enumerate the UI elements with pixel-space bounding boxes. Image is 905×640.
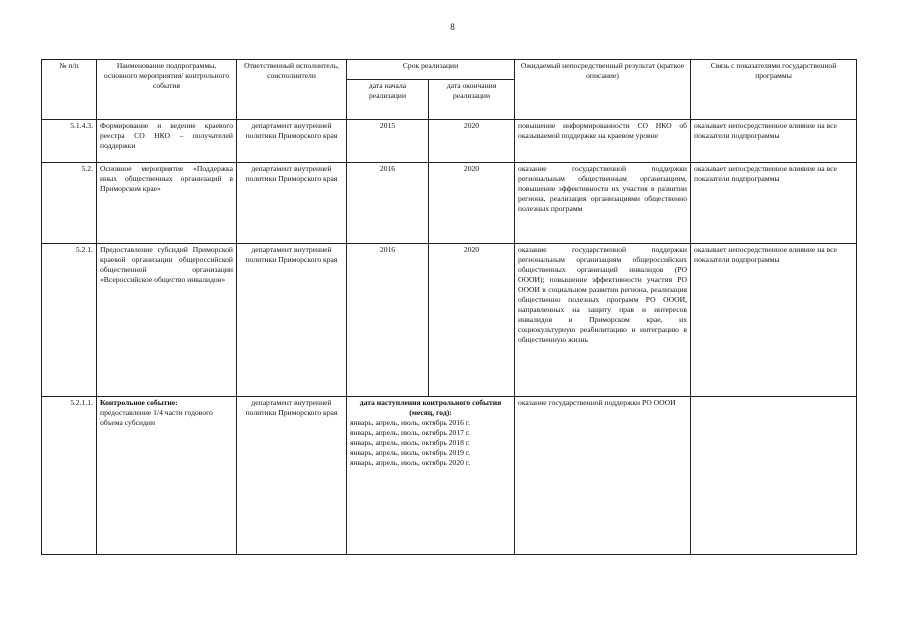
header-start: дата начала реализации [347,80,429,120]
page-number: 8 [450,22,455,32]
row-link [691,397,857,555]
row-name: Основное мероприятие «Поддержка иных общественных организаций в Приморском крае» [97,163,237,244]
row-end: 2020 [429,120,515,163]
table-row [42,397,857,555]
table-row [42,120,857,163]
row-dates [347,397,515,555]
row-start: 2016 [347,163,429,244]
header-num: № п/п [42,60,97,120]
header-result: Ожидаемый непосредственный результат (краткое описание) [515,60,691,120]
date-line: январь, апрель, июль, октябрь 2020 г. [350,458,470,467]
row-name [97,397,237,555]
row-num: 5.2.1.1. [42,397,97,555]
control-event-label: Контрольное событие: [100,398,178,407]
row-start: 2016 [347,244,429,397]
header-responsible: Ответственный исполнитель, соисполнители [237,60,347,120]
row-responsible: департамент внутренней политики Приморского края [237,120,347,163]
program-table [41,59,857,555]
date-line: январь, апрель, июль, октябрь 2018 г. [350,438,470,447]
row-name: Предоставление субсидий Приморской краевой организации общероссийской общественной организации «Всероссийское общество инвалидов» [97,244,237,397]
row-result: повышение информированности СО НКО об оказываемой поддержке на краевом уровне [515,120,691,163]
row-result: оказание государственной поддержки РО ОООИ [515,397,691,555]
row-num: 5.1.4.3. [42,120,97,163]
row-responsible: департамент внутренней политики Приморского края [237,163,347,244]
date-line: январь, апрель, июль, октябрь 2019 г. [350,448,470,457]
row-result: оказание государственной поддержки региональным организациям общероссийских общественных организаций инвалидов (РО ОООИ); повышение эффективности участия РО ОООИ в социальном развитии региона, реализация общественно полезных программ РО ОООИ, направленных на защиту прав и интересов инвалидов в Приморском крае, их социокультурную реабилитацию и интеграцию в общественную жизнь [515,244,691,397]
row-end: 2020 [429,163,515,244]
row-end: 2020 [429,244,515,397]
row-responsible: департамент внутренней политики Приморского края [237,244,347,397]
row-name: Формирование и ведение краевого реестра СО НКО – получателей поддержки [97,120,237,163]
row-result: оказание государственной поддержки региональным общественным организациям, повышение эффективности их участия в развитии региона, реализация организациями общественно полезных программ [515,163,691,244]
row-num: 5.2. [42,163,97,244]
row-link: оказывает непосредственное влияние на все показатели подпрограммы [691,163,857,244]
header-link: Связь с показателями государственной программы [691,60,857,120]
control-event-text: предоставление 1/4 части годового объема субсидии [100,408,213,427]
date-line: январь, апрель, июль, октябрь 2016 г. [350,418,470,427]
table-row [42,244,857,397]
row-start: 2015 [347,120,429,163]
date-line: январь, апрель, июль, октябрь 2017 г. [350,428,470,437]
header-name: Наименование подпрограммы, основного мероприятия/ контрольного события [97,60,237,120]
table-row [42,163,857,244]
header-end: дата окончания реализации [429,80,515,120]
row-link: оказывает непосредственное влияние на все показатели подпрограммы [691,244,857,397]
row-responsible: департамент внутренней политики Приморского края [237,397,347,555]
row-link: оказывает непосредственное влияние на все показатели подпрограммы [691,120,857,163]
row-num: 5.2.1. [42,244,97,397]
dates-heading: дата наступления контрольного события (месяц, год): [359,398,502,417]
header-period: Срок реализации [347,60,515,80]
